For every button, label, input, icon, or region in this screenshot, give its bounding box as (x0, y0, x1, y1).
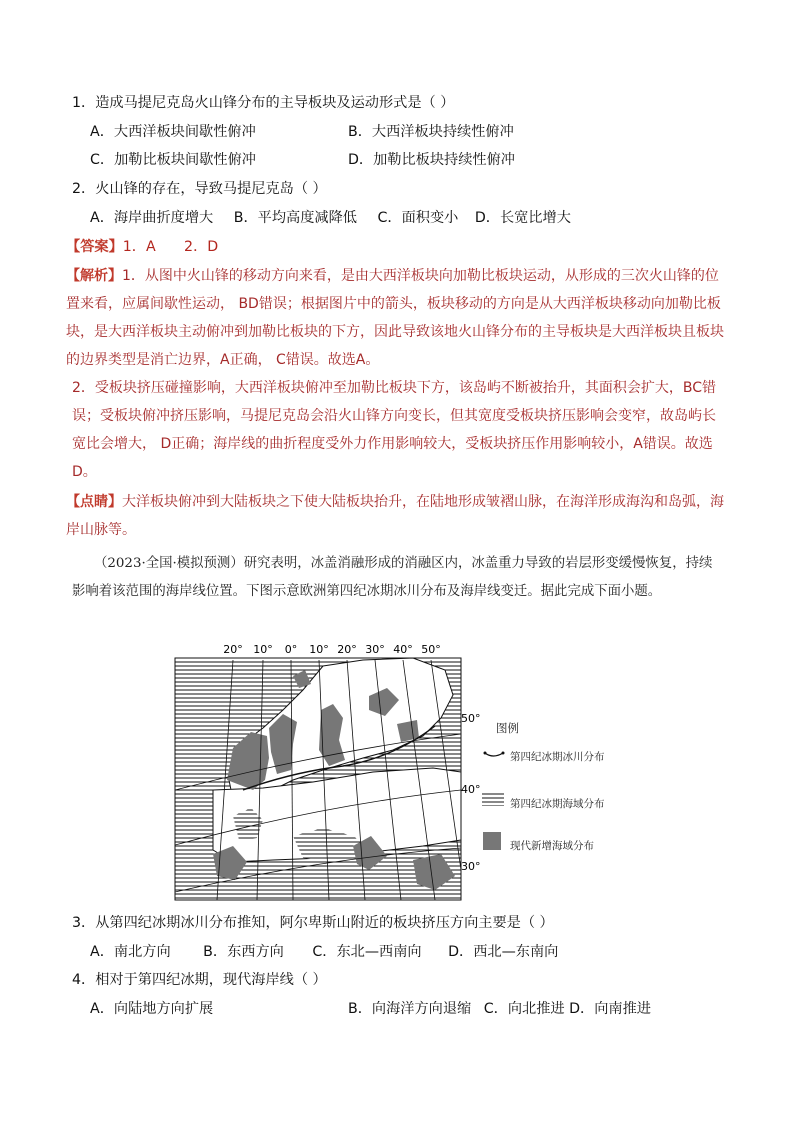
tip-block (66, 488, 724, 544)
q2-option-a: A．海岸曲折度增大 (90, 210, 214, 226)
q4-option-a: A．向陆地方向扩展 (90, 1001, 214, 1017)
tip-text: 大洋板块俯冲到大陆板块之下使大陆板块抬升，在陆地形成皱褶山脉，在海洋形成海沟和岛弧，海岸山脉等。 (66, 494, 724, 538)
analysis-p2: 2．受板块挤压碰撞影响，大西洋板块俯冲至加勒比板块下方，该岛屿不断被抬升，其面积会扩大，BC错误；受板块俯冲挤压影响，马提尼克岛会沿火山锋方向变长，但其宽度受板块挤压影响会变窄，故岛屿长宽比会增大， D正确；海岸线的曲折程度受外力作用影响较大，受板块挤压作用影响较小，A错误。故选D。 (72, 380, 717, 480)
intro-text: （2023·全国·模拟预测）研究表明，冰盖消融形成的消融区内，冰盖重力导致的岩层形变缓慢恢复，持续影响着该范围的海岸线位置。下图示意欧洲第四纪冰期冰川分布及海岸线变迁。据此完成下面小题。 (72, 556, 713, 599)
longitude-label: 20° (223, 643, 243, 656)
q1-option-a: A．大西洋板块间歇性俯冲 (90, 124, 256, 140)
longitude-label: 20° (337, 643, 357, 656)
q1-option-d: D．加勒比板块持续性俯冲 (348, 152, 515, 168)
q1-option-c: C．加勒比板块间歇性俯冲 (90, 152, 256, 168)
legend-glacier-label: 第四纪冰期冰川分布 (510, 751, 605, 763)
q2-option-d: D．长宽比增大 (474, 210, 571, 226)
legend-sea-label: 第四纪冰期海域分布 (510, 798, 605, 810)
q2-options (90, 208, 571, 228)
q4-option-c: C．向北推进 (483, 1001, 565, 1017)
q4-stem: 4．相对于第四纪冰期，现代海岸线（ ） (72, 972, 327, 988)
answer-tag: 【答案】 (66, 239, 123, 255)
q3-option-a: A．南北方向 (90, 944, 171, 960)
longitude-label: 10° (309, 643, 329, 656)
q4-option-d: D．向南推进 (569, 1001, 651, 1017)
q3-option-c: C．东北—西南向 (312, 944, 422, 960)
latitude-label: 30° (461, 860, 481, 873)
longitude-label: 40° (393, 643, 413, 656)
longitude-label: 10° (253, 643, 273, 656)
q4-options-bcd (348, 999, 651, 1019)
legend-new-sea-symbol (483, 832, 501, 850)
legend-new-sea-label: 现代新增海域分布 (510, 840, 594, 852)
longitude-labels (223, 643, 441, 656)
q2-stem: 2．火山锋的存在，导致马提尼克岛（ ） (72, 181, 327, 197)
q2-option-c: C．面积变小 (377, 210, 459, 226)
legend-title: 图例 (496, 721, 519, 735)
q4-option-b: B．向海洋方向退缩 (348, 1001, 472, 1017)
q3-option-b: B．东西方向 (203, 944, 284, 960)
q1-stem: 1．造成马提尼克岛火山锋分布的主导板块及运动形式是（ ） (72, 95, 455, 111)
q2-option-b: B．平均高度减降低 (233, 210, 357, 226)
latitude-label: 50° (461, 712, 481, 725)
legend-sea-symbol (482, 791, 504, 806)
analysis-p1: 1．从图中火山锋的移动方向来看，是由大西洋板块向加勒比板块运动，从形成的三次火山锋的位置来看，应属间歇性运动， BD错误；根据图片中的箭头，板块移动的方向是从大西洋板块移动向加勒比板块，是大西洋板块主动俯冲到加勒比板块的下方，因此导致该地火山锋分布的主导板块是大西洋板块且板块的边界类型是消亡边界，A正确， C错误。故选A。 (66, 268, 724, 368)
answer-line (66, 237, 218, 257)
q3-options (90, 942, 558, 962)
q3-option-d: D．西北—东南向 (448, 944, 559, 960)
material-intro (72, 550, 722, 606)
europe-ice-age-map (173, 640, 623, 902)
legend-glacier-symbol (485, 753, 503, 756)
analysis-block (66, 262, 724, 486)
q3-stem: 3．从第四纪冰期冰川分布推知，阿尔卑斯山附近的板块挤压方向主要是（ ） (72, 915, 554, 931)
latitude-label: 40° (461, 783, 481, 796)
answer-text: 1．A 2．D (122, 239, 219, 255)
q1-option-b: B．大西洋板块持续性俯冲 (348, 124, 514, 140)
legend-glacier-dot-left (484, 752, 487, 755)
longitude-label: 0° (284, 643, 298, 656)
tip-tag: 【点睛】 (66, 494, 122, 510)
legend-glacier-dot-right (502, 752, 505, 755)
analysis-tag: 【解析】 (66, 268, 122, 284)
longitude-label: 30° (365, 643, 385, 656)
latitude-labels (461, 712, 481, 873)
longitude-label: 50° (421, 643, 441, 656)
